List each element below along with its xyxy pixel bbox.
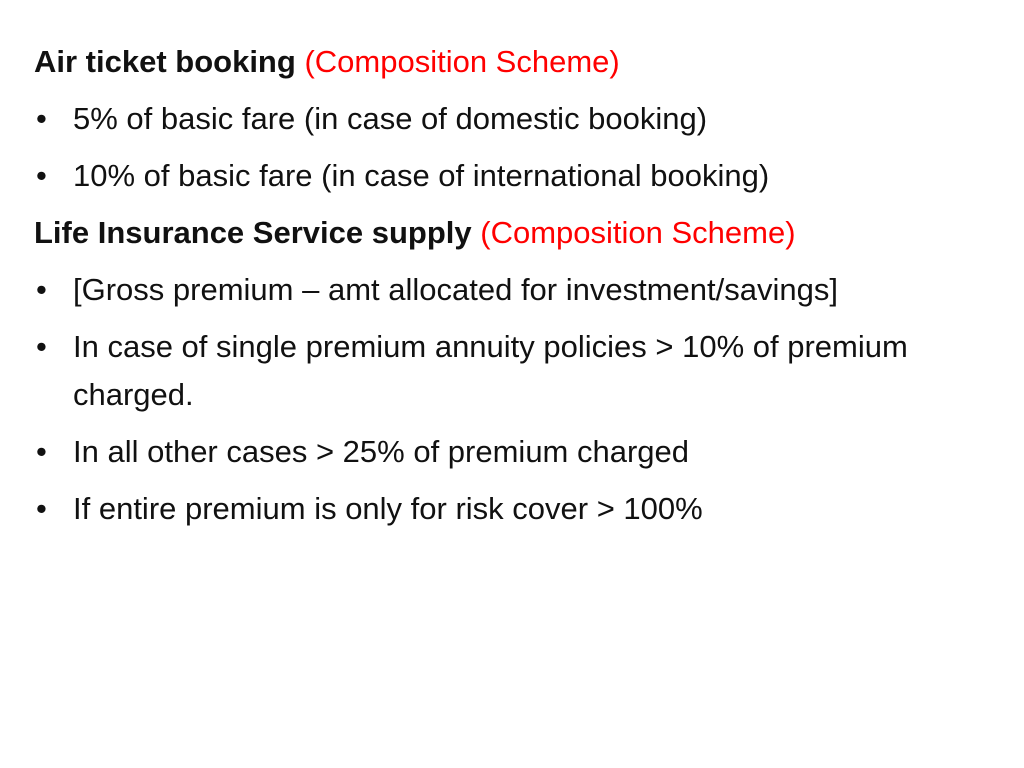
bullet-text: [Gross premium – amt allocated for investment/savings]	[73, 272, 838, 307]
bullet-text: 10% of basic fare (in case of international booking)	[73, 158, 770, 193]
bullet-list-life-insurance	[34, 266, 984, 533]
bullet-icon: •	[36, 158, 47, 193]
section-heading-air-ticket	[34, 38, 984, 86]
bullet-text: 5% of basic fare (in case of domestic booking)	[73, 101, 708, 136]
bullet-icon: •	[36, 101, 47, 136]
heading-bold-text: Life Insurance Service supply	[34, 215, 472, 250]
list-item	[34, 152, 984, 200]
bullet-icon: •	[36, 434, 47, 469]
list-item	[34, 485, 984, 533]
bullet-text: If entire premium is only for risk cover > 100%	[73, 491, 703, 526]
heading-accent-text: (Composition Scheme)	[304, 44, 620, 79]
bullet-text: In case of single premium annuity policies > 10% of premium charged.	[73, 329, 908, 412]
bullet-list-air-ticket	[34, 95, 984, 200]
list-item	[34, 266, 984, 314]
section-heading-life-insurance	[34, 209, 984, 257]
list-item	[34, 323, 984, 419]
list-item	[34, 95, 984, 143]
bullet-icon: •	[36, 491, 47, 526]
bullet-icon: •	[36, 329, 47, 364]
heading-bold-text: Air ticket booking	[34, 44, 296, 79]
slide-content	[34, 38, 984, 542]
list-item	[34, 428, 984, 476]
heading-accent-text: (Composition Scheme)	[480, 215, 796, 250]
bullet-text: In all other cases > 25% of premium charged	[73, 434, 690, 469]
bullet-icon: •	[36, 272, 47, 307]
